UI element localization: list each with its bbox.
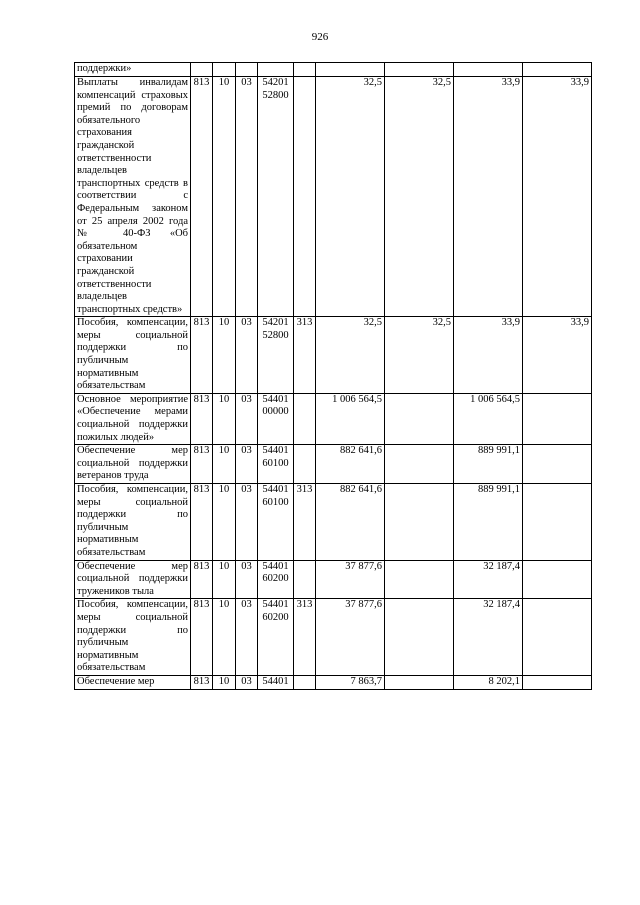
amount-3: 889 991,1 <box>454 484 523 561</box>
csr-code: 54401 60100 <box>258 445 294 484</box>
amount-1: 37 877,6 <box>316 599 385 676</box>
row-name: Обеспечение мер социальной поддержки тружеников тыла <box>75 560 191 599</box>
pr-code: 03 <box>236 484 258 561</box>
csr-code: 54401 <box>258 675 294 689</box>
vr-code: 313 <box>294 599 316 676</box>
table-row <box>75 77 592 317</box>
row-name: Пособия, компенсации, меры социальной поддержки по публичным нормативным обязательствам <box>75 599 191 676</box>
amount-1: 32,5 <box>316 317 385 394</box>
row-name: Выплаты инвалидам компенсаций страховых премий по договорам обязательного страхования гражданской ответственности владельцев транспортных средств в соответствии с Федеральным законом от 25 апреля 2002 года № 40-ФЗ «Об обязательном страховании гражданской ответственности владельцев транспортных средств» <box>75 77 191 317</box>
amount-3: 32 187,4 <box>454 599 523 676</box>
amount-3: 33,9 <box>454 317 523 394</box>
table-row <box>75 63 592 77</box>
rz-code: 10 <box>213 77 236 317</box>
amount-2 <box>385 393 454 444</box>
amount-4: 33,9 <box>523 317 592 394</box>
rz-code: 10 <box>213 675 236 689</box>
amount-4 <box>523 63 592 77</box>
amount-4 <box>523 560 592 599</box>
amount-1 <box>316 63 385 77</box>
amount-3: 1 006 564,5 <box>454 393 523 444</box>
pr-code: 03 <box>236 560 258 599</box>
gr-code: 813 <box>191 77 213 317</box>
rz-code: 10 <box>213 560 236 599</box>
csr-code <box>258 63 294 77</box>
vr-code: 313 <box>294 317 316 394</box>
amount-2 <box>385 675 454 689</box>
rz-code: 10 <box>213 393 236 444</box>
vr-code <box>294 560 316 599</box>
amount-3 <box>454 63 523 77</box>
amount-1: 7 863,7 <box>316 675 385 689</box>
table-row <box>75 484 592 561</box>
pr-code <box>236 63 258 77</box>
amount-4 <box>523 393 592 444</box>
gr-code: 813 <box>191 445 213 484</box>
vr-code <box>294 393 316 444</box>
amount-4 <box>523 599 592 676</box>
row-name: Обеспечение мер <box>75 675 191 689</box>
vr-code <box>294 675 316 689</box>
amount-2 <box>385 63 454 77</box>
gr-code: 813 <box>191 393 213 444</box>
amount-4 <box>523 675 592 689</box>
amount-4 <box>523 445 592 484</box>
row-name: Пособия, компенсации, меры социальной поддержки по публичным нормативным обязательствам <box>75 484 191 561</box>
vr-code <box>294 445 316 484</box>
table-row <box>75 675 592 689</box>
vr-code <box>294 63 316 77</box>
pr-code: 03 <box>236 77 258 317</box>
amount-3: 889 991,1 <box>454 445 523 484</box>
gr-code: 813 <box>191 599 213 676</box>
vr-code: 313 <box>294 484 316 561</box>
amount-1: 882 641,6 <box>316 445 385 484</box>
pr-code: 03 <box>236 317 258 394</box>
amount-1: 32,5 <box>316 77 385 317</box>
table-row <box>75 599 592 676</box>
row-name: Основное мероприятие «Обеспечение мерами социальной поддержки пожилых людей» <box>75 393 191 444</box>
budget-table <box>74 62 592 690</box>
csr-code: 54201 52800 <box>258 77 294 317</box>
row-name: поддержки» <box>75 63 191 77</box>
row-name: Пособия, компенсации, меры социальной поддержки по публичным нормативным обязательствам <box>75 317 191 394</box>
amount-3: 33,9 <box>454 77 523 317</box>
amount-2 <box>385 484 454 561</box>
csr-code: 54201 52800 <box>258 317 294 394</box>
rz-code: 10 <box>213 445 236 484</box>
amount-2 <box>385 560 454 599</box>
amount-2: 32,5 <box>385 317 454 394</box>
amount-4 <box>523 484 592 561</box>
csr-code: 54401 60200 <box>258 560 294 599</box>
pr-code: 03 <box>236 445 258 484</box>
table-row <box>75 445 592 484</box>
gr-code <box>191 63 213 77</box>
table-row <box>75 560 592 599</box>
rz-code: 10 <box>213 317 236 394</box>
row-name: Обеспечение мер социальной поддержки ветеранов труда <box>75 445 191 484</box>
csr-code: 54401 60100 <box>258 484 294 561</box>
amount-1: 37 877,6 <box>316 560 385 599</box>
page-number: 926 <box>311 31 329 43</box>
amount-1: 1 006 564,5 <box>316 393 385 444</box>
amount-1: 882 641,6 <box>316 484 385 561</box>
amount-2 <box>385 599 454 676</box>
table-row <box>75 317 592 394</box>
amount-3: 8 202,1 <box>454 675 523 689</box>
gr-code: 813 <box>191 317 213 394</box>
gr-code: 813 <box>191 484 213 561</box>
gr-code: 813 <box>191 560 213 599</box>
pr-code: 03 <box>236 393 258 444</box>
table-row <box>75 393 592 444</box>
amount-4: 33,9 <box>523 77 592 317</box>
rz-code: 10 <box>213 599 236 676</box>
pr-code: 03 <box>236 599 258 676</box>
rz-code: 10 <box>213 484 236 561</box>
csr-code: 54401 00000 <box>258 393 294 444</box>
amount-2: 32,5 <box>385 77 454 317</box>
amount-3: 32 187,4 <box>454 560 523 599</box>
gr-code: 813 <box>191 675 213 689</box>
csr-code: 54401 60200 <box>258 599 294 676</box>
rz-code <box>213 63 236 77</box>
pr-code: 03 <box>236 675 258 689</box>
vr-code <box>294 77 316 317</box>
amount-2 <box>385 445 454 484</box>
